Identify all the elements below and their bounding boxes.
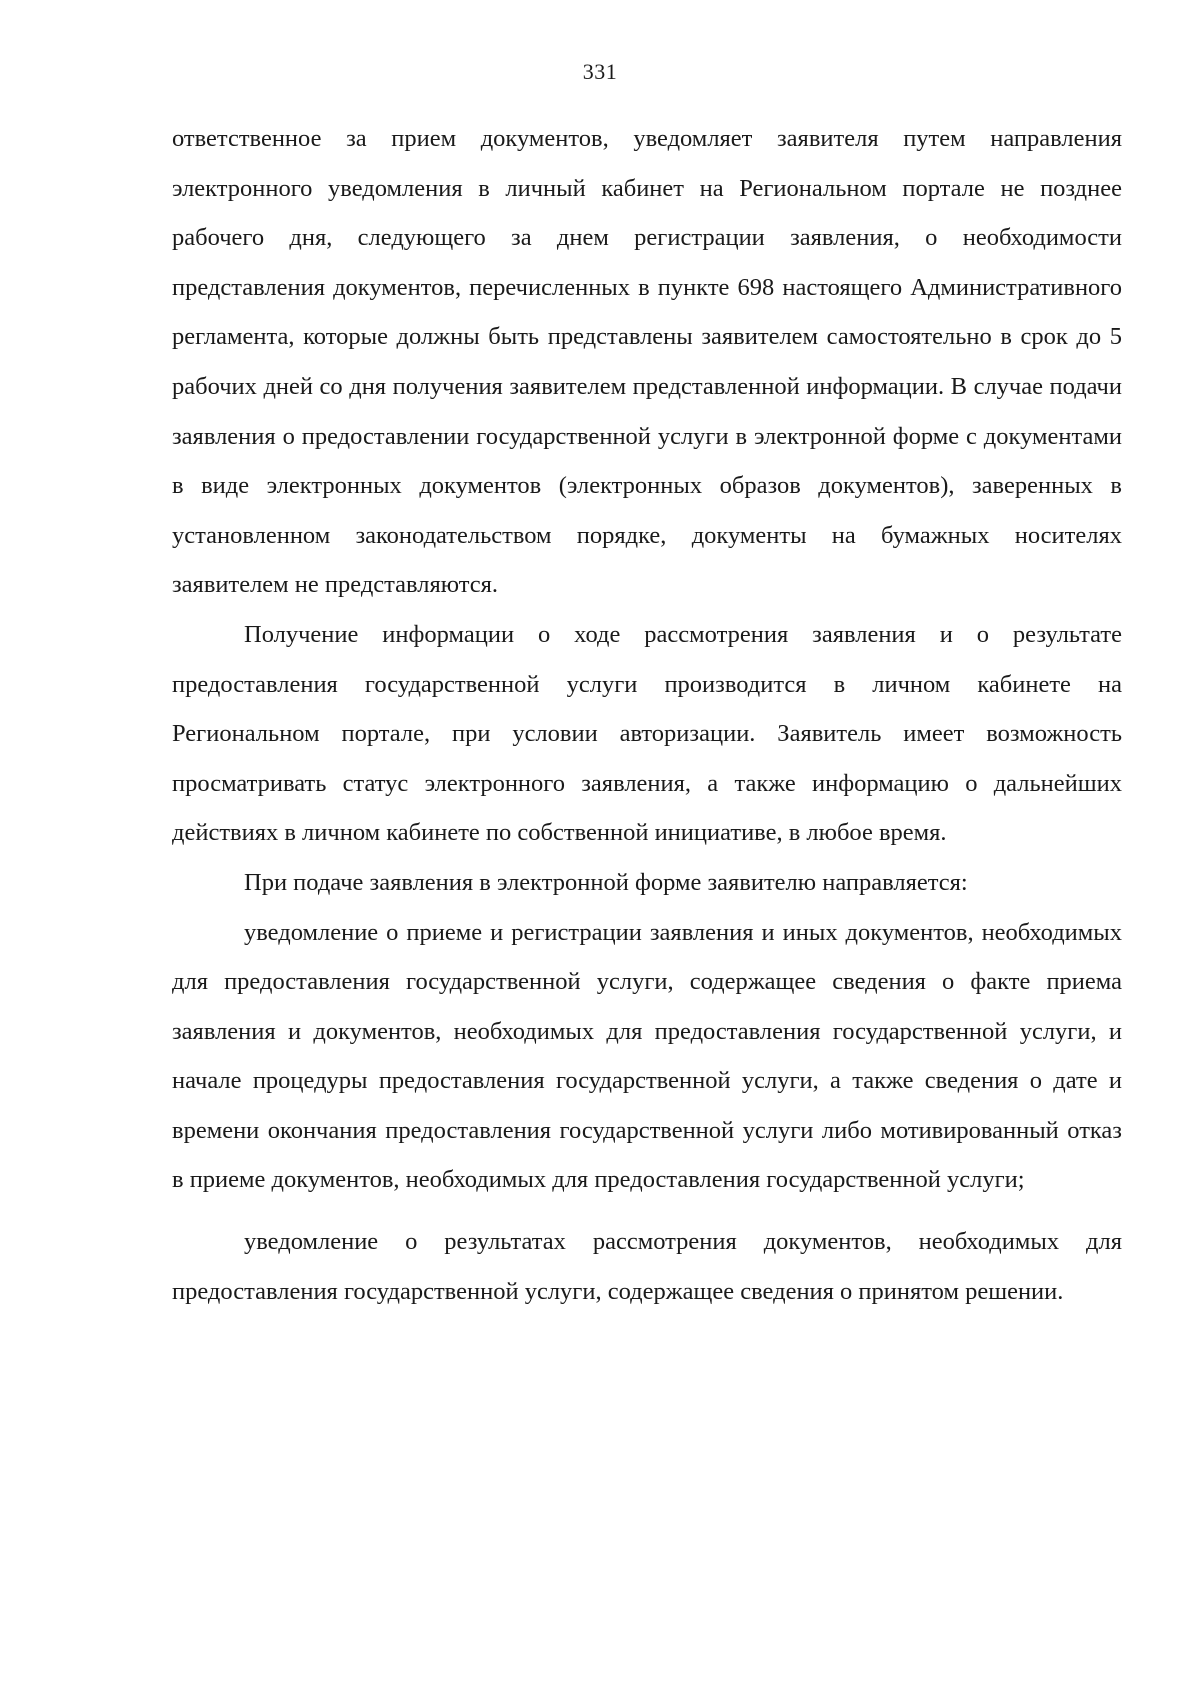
- page-number: 331: [582, 59, 618, 84]
- paragraph-continuation: ответственное за прием документов, уведомляет заявителя путем направления электронного уведомления в личный кабинет на Региональном портале не позднее рабочего дня, следующего за днем регистрации заявления, о необходимости представления документов, перечисленных в пункте 698 настоящего Административного регламента, которые должны быть представлены заявителем самостоятельно в срок до 5 рабочих дней со дня получения заявителем представленной информации. В случае подачи заявления о предоставлении государственной услуги в электронной форме с документами в виде электронных документов (электронных образов документов), заверенных в установленном законодательством порядке, документы на бумажных носителях заявителем не представляются.: [172, 125, 1122, 599]
- paragraph-result-notification: уведомление о результатах рассмотрения документов, необходимых для предоставления государственной услуги, содержащее сведения о принятом решении.: [172, 1228, 1122, 1305]
- paragraph-status-info: Получение информации о ходе рассмотрения заявления и о результате предоставления государственной услуги производится в личном кабинете на Региональном портале, при условии авторизации. Заявитель имеет возможность просматривать статус электронного заявления, а также информацию о дальнейших действиях в личном кабинете по собственной инициативе, в любое время.: [172, 620, 1122, 847]
- paragraph-electronic-submission: При подаче заявления в электронной форме заявителю направляется:: [244, 868, 968, 896]
- paragraph-receipt-notification: уведомление о приеме и регистрации заявления и иных документов, необходимых для предоставления государственной услуги, содержащее сведения о факте приема заявления и документов, необходимых для предоставления государственной услуги, и начале процедуры предоставления государственной услуги, а также сведения о дате и времени окончания предоставления государственной услуги либо мотивированный отказ в приеме документов, необходимых для предоставления государственной услуги;: [172, 918, 1122, 1194]
- document-body: [172, 114, 1122, 1316]
